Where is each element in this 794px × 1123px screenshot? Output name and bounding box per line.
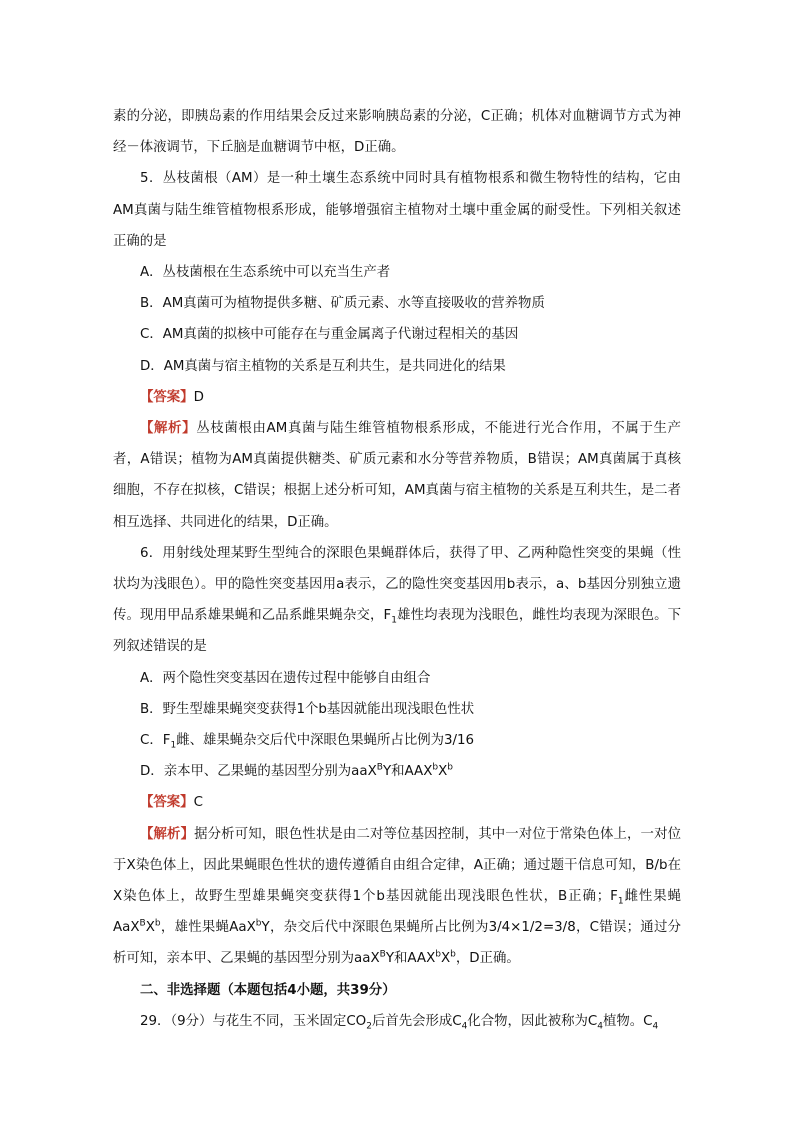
superscript: b xyxy=(154,918,161,929)
analysis-text: ，D正确。 xyxy=(455,951,520,967)
analysis-text: 据分析可知，眼色性状是由二对等位基因控制，其中一对位于常染色体上，一对位于X染色体上，因此果蝇眼色性状的遗传遵循自由组合定律，A正确；通过题干信息可知，B/b在X染色体上，故野生型雄果蝇突变获得1个b基因就能出现浅眼色性状，B正确；F xyxy=(113,826,682,905)
question-29-stem xyxy=(113,1006,681,1037)
superscript: b xyxy=(450,950,456,961)
analysis-text: 丛枝菌根由AM真菌与陆生维管植物根系形成，不能进行光合作用，不属于生产者，A错误；植物为AM真菌提供糖类、矿质元素和水分等营养物质，B错误；AM真菌属于真核细胞，不存在拟核，C错误；根据上述分析可知，AM真菌与宿主植物的关系是互利共生，是二者相互选择、共同进化的结果，D正确。 xyxy=(113,421,681,530)
superscript: b xyxy=(432,762,439,773)
stem-text: 6．用射线处理某野生型纯合的深眼色果蝇群体后，获得了甲、乙两种隐性突变的果蝇（性状均为浅眼色）。甲的隐性突变基因用a表示，乙的隐性突变基因用b表示，a、b基因分别独立遗传。现用甲品系雄果蝇和乙品系雌果蝇杂交，F xyxy=(113,545,681,624)
stem-text: 雄性均表现为浅眼色，雌性均表现为深眼色。下列叙述错误的是 xyxy=(113,608,682,655)
question-6-analysis xyxy=(113,819,681,975)
continuation-paragraph: 素的分泌，即胰岛素的作用结果会反过来影响胰岛素的分泌，C正确；机体对血糖调节方式为神经－体液调节，下丘脑是血糖调节中枢，D正确。 xyxy=(113,109,681,156)
subscript: 4 xyxy=(652,1021,659,1032)
analysis-text: Y，杂交后代中深眼色果蝇所占比例为3/4×1/2=3/8，C错误；通过分析可知，亲本甲、乙果蝇的基因型分别为aaX xyxy=(113,920,681,967)
option-text: X xyxy=(438,764,448,780)
question-5-answer xyxy=(113,382,681,413)
question-5-option-a: A．丛枝菌根在生态系统中可以充当生产者 xyxy=(140,265,391,281)
analysis-tag: 【解析】 xyxy=(140,826,195,842)
subscript: 4 xyxy=(461,1021,468,1032)
question-5-stem: 5．丛枝菌根（AM）是一种土壤生态系统中同时具有植物根系和微生物特性的结构，它由AM真菌与陆生维管植物根系形成，能够增强宿主植物对土壤中重金属的耐受性。下列相关叙述正确的是 xyxy=(113,171,681,249)
stem-text: 后首先会形成C xyxy=(371,1013,462,1029)
analysis-text: 雌性果蝇AaX xyxy=(113,889,681,936)
superscript: b xyxy=(435,950,441,961)
option-text: Y和AAX xyxy=(382,764,433,780)
subscript: 4 xyxy=(597,1021,603,1032)
superscript: B xyxy=(376,762,383,773)
question-6-stem xyxy=(113,538,681,663)
question-6-option-a: A．两个隐性突变基因在遗传过程中能够自由组合 xyxy=(140,670,431,686)
analysis-text: X xyxy=(145,920,155,936)
document-body xyxy=(113,101,681,1037)
superscript: B xyxy=(139,918,146,929)
stem-text: 化合物，因此被称为C xyxy=(467,1013,598,1029)
subscript: 1 xyxy=(391,615,397,626)
option-text: 雌、雄果蝇杂交后代中深眼色果蝇所占比例为3/16 xyxy=(176,733,475,749)
analysis-text: ，雄性果蝇AaX xyxy=(160,920,256,936)
answer-value: C xyxy=(193,795,203,811)
answer-value: D xyxy=(193,389,204,405)
subscript: 1 xyxy=(617,896,624,907)
superscript: b xyxy=(447,762,454,773)
answer-tag: 【答案】 xyxy=(140,795,194,811)
option-text: D．亲本甲、乙果蝇的基因型分别为aaX xyxy=(140,764,377,780)
option-text: C．F xyxy=(140,733,171,749)
question-6-answer xyxy=(113,787,681,818)
superscript: B xyxy=(379,950,386,961)
question-6-option-b: B．野生型雄果蝇突变获得1个b基因就能出现浅眼色性状 xyxy=(140,701,475,717)
stem-text: 29．（9分）与花生不同，玉米固定CO xyxy=(140,1013,367,1029)
question-5-option-b: B．AM真菌可为植物提供多糖、矿质元素、水等直接吸收的营养物质 xyxy=(140,296,545,312)
question-5-option-c: C．AM真菌的拟核中可能存在与重金属离子代谢过程相关的基因 xyxy=(140,327,519,343)
superscript: b xyxy=(255,918,262,929)
question-6-option-d xyxy=(113,756,681,787)
stem-text: 植物。C xyxy=(603,1013,653,1029)
question-5-option-d: D．AM真菌与宿主植物的关系是互利共生，是共同进化的结果 xyxy=(140,358,506,374)
question-6-option-c xyxy=(113,725,681,756)
answer-tag: 【答案】 xyxy=(140,389,194,405)
subscript: 1 xyxy=(170,740,177,751)
analysis-tag: 【解析】 xyxy=(140,421,197,437)
section-title: 二、非选择题（本题包括4小题，共39分） xyxy=(140,982,396,998)
analysis-text: Y和AAX xyxy=(385,951,436,967)
question-5-analysis xyxy=(113,413,681,538)
analysis-text: X xyxy=(440,951,451,967)
subscript: 2 xyxy=(366,1021,372,1032)
